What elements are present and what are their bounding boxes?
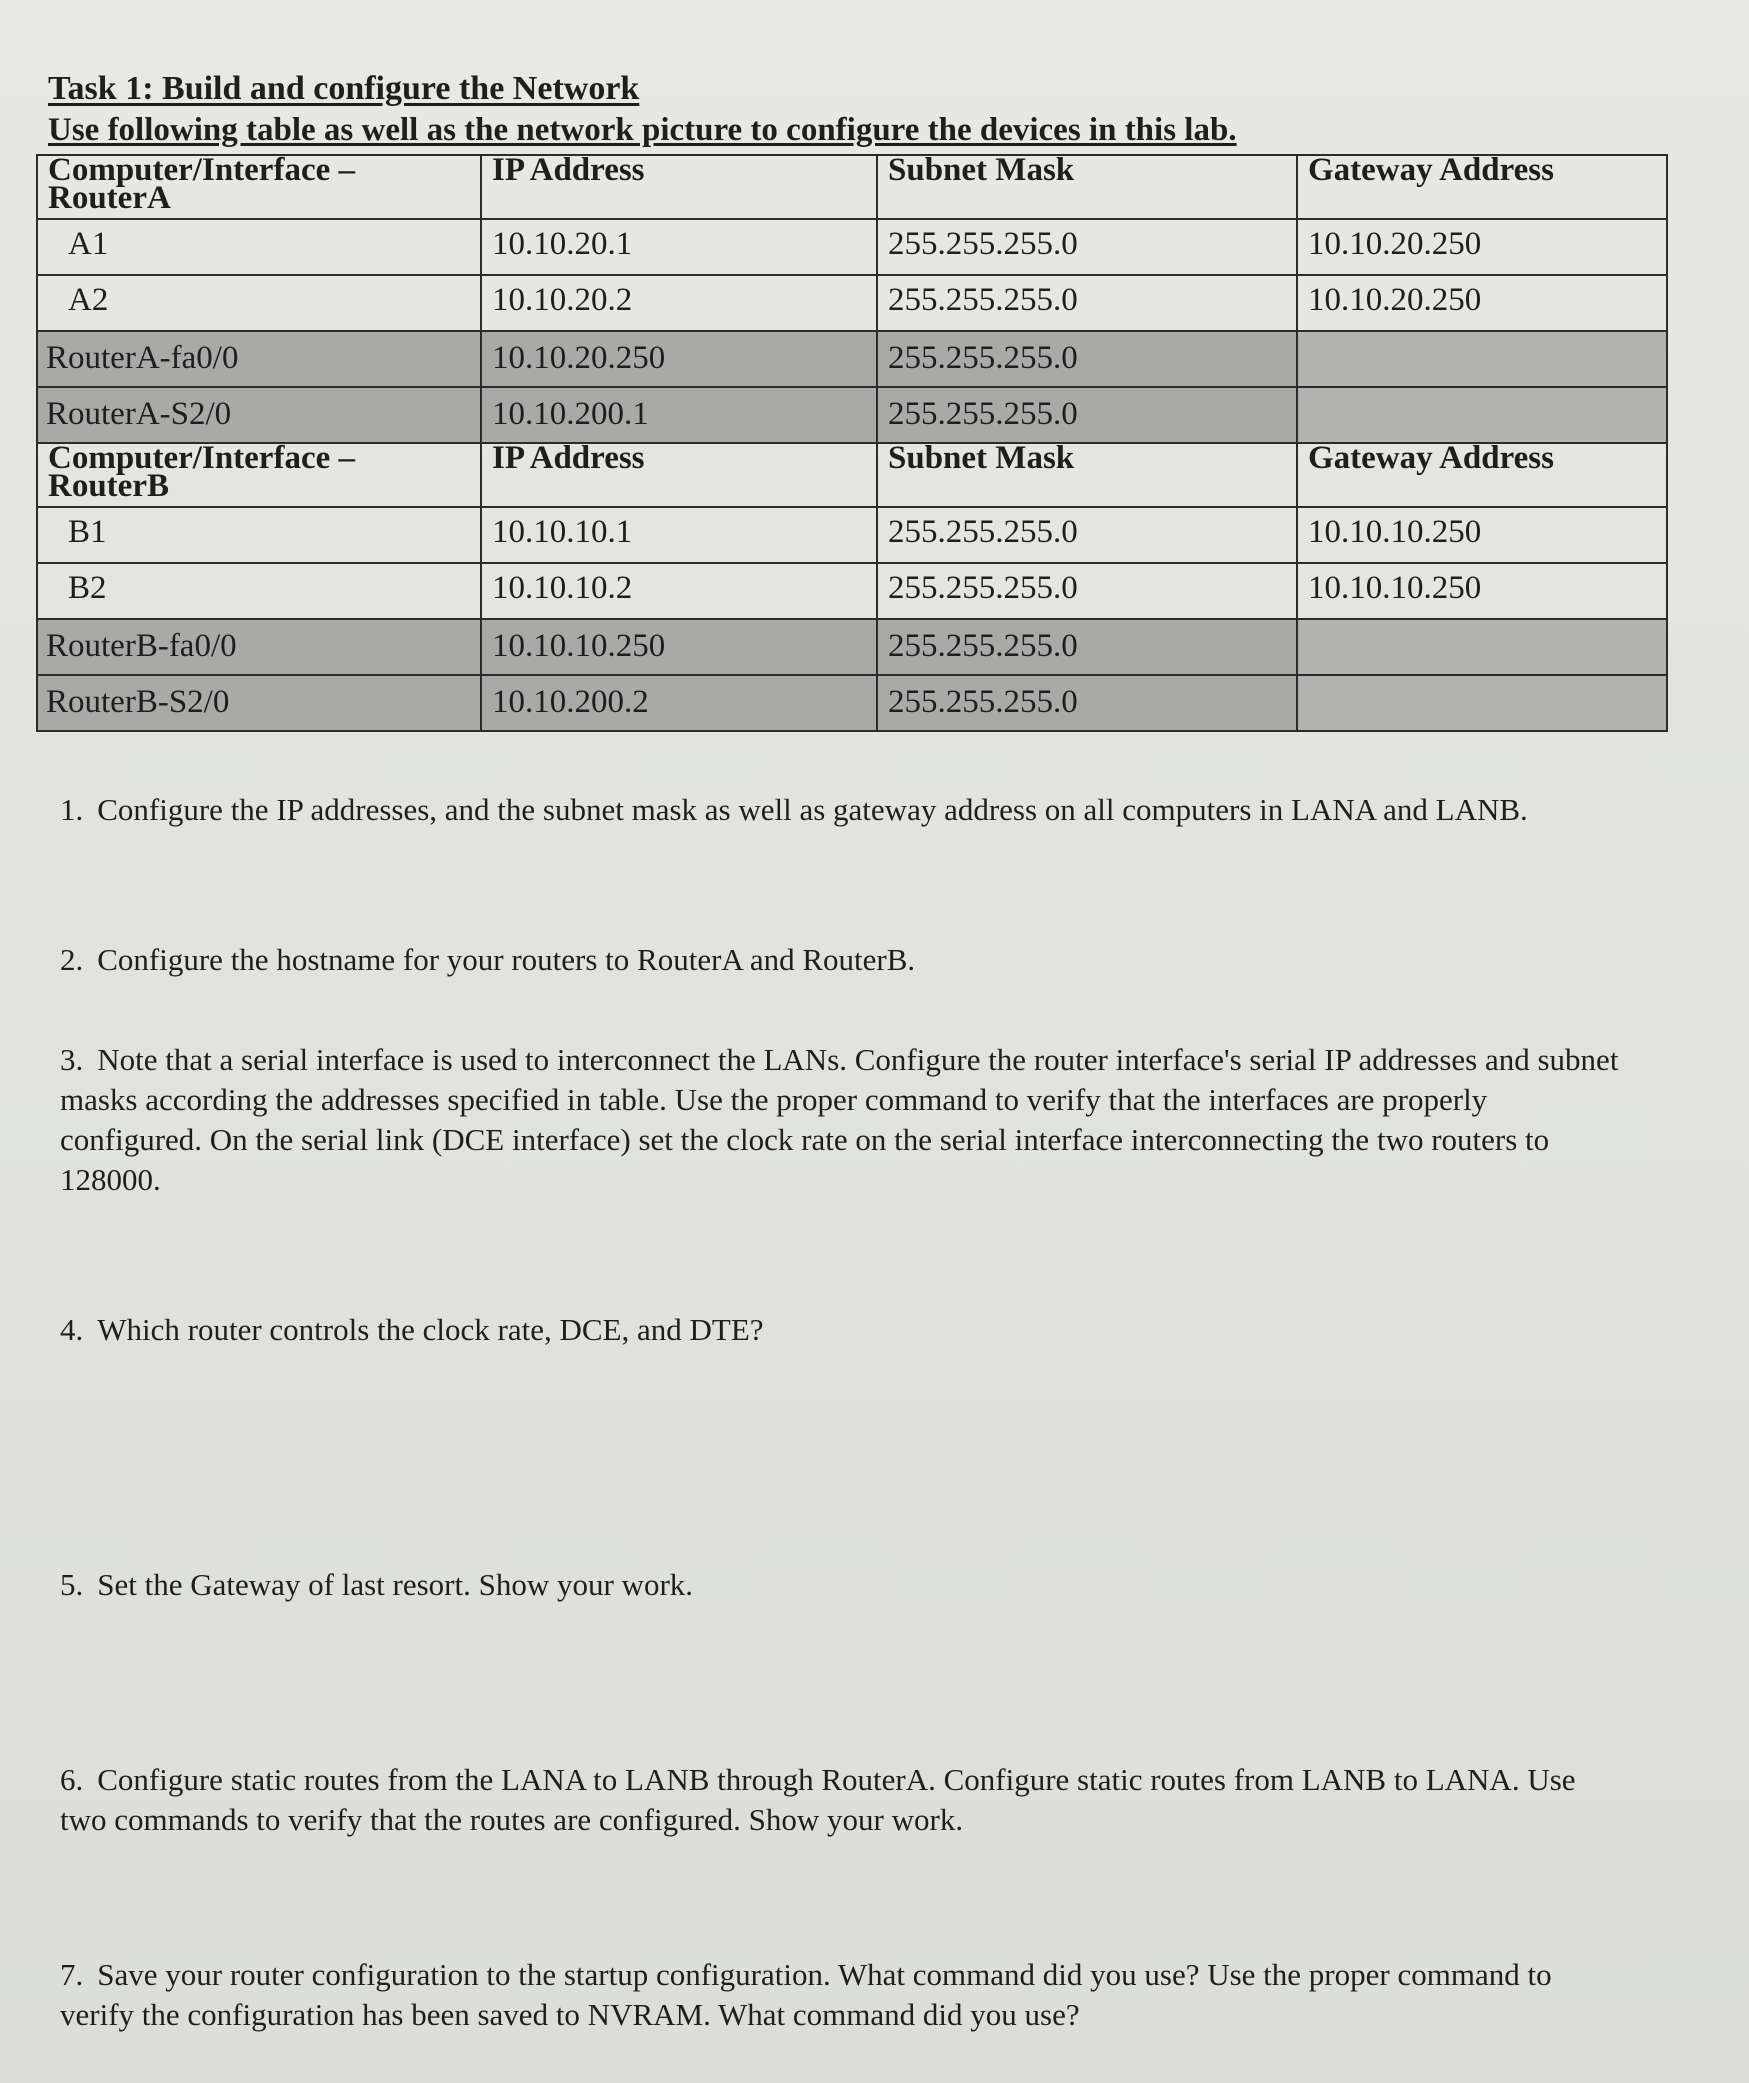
cell-mask: 255.255.255.0 [877, 619, 1297, 675]
cell-mask: 255.255.255.0 [877, 331, 1297, 387]
question-text: Note that a serial interface is used to interconnect the LANs. Configure the router interface's serial IP addresses and subnet masks according the addresses specified in table. Use the proper command to verify that the interfaces are properly configured. On the serial link (DCE interface) set the clock rate on the serial interface interconnecting the two routers to 128000. [60, 1042, 1619, 1197]
question-text: Set the Gateway of last resort. Show your work. [97, 1567, 694, 1602]
header-mask: Subnet Mask [877, 443, 1297, 507]
question-4 [60, 1310, 1620, 1350]
question-5 [60, 1565, 1620, 1605]
cell-ip: 10.10.20.250 [481, 331, 877, 387]
question-text: Configure the IP addresses, and the subnet mask as well as gateway address on all computers in LANA and LANB. [97, 792, 1528, 827]
table-row [37, 331, 1667, 387]
table-row [37, 219, 1667, 275]
question-7 [60, 1955, 1620, 2035]
cell-gateway: 10.10.10.250 [1297, 563, 1667, 619]
header-ip: IP Address [481, 443, 877, 507]
task-subtitle: Use following table as well as the network picture to configure the devices in this lab. [48, 112, 1237, 148]
cell-gateway: 10.10.20.250 [1297, 275, 1667, 331]
cell-device: A1 [37, 219, 481, 275]
cell-mask: 255.255.255.0 [877, 507, 1297, 563]
table-row [37, 563, 1667, 619]
header-device: Computer/Interface – RouterB [37, 443, 481, 507]
question-1 [60, 790, 1620, 830]
cell-ip: 10.10.200.2 [481, 675, 877, 731]
header-device: Computer/Interface – RouterA [37, 155, 481, 219]
question-text: Configure the hostname for your routers to RouterA and RouterB. [97, 942, 916, 977]
question-text: Which router controls the clock rate, DCE, and DTE? [97, 1312, 764, 1347]
header-gateway: Gateway Address [1297, 443, 1667, 507]
cell-device: RouterA-S2/0 [37, 387, 481, 443]
table-row [37, 275, 1667, 331]
cell-ip: 10.10.10.1 [481, 507, 877, 563]
cell-ip: 10.10.20.2 [481, 275, 877, 331]
cell-device: B1 [37, 507, 481, 563]
cell-device: A2 [37, 275, 481, 331]
question-text: Save your router configuration to the startup configuration. What command did you use? Use the proper command to verify the configuration has been saved to NVRAM. What command did you use? [60, 1957, 1552, 2032]
question-number: 1. [60, 792, 84, 827]
cell-gateway [1297, 331, 1667, 387]
question-number: 5. [60, 1567, 84, 1602]
cell-gateway [1297, 675, 1667, 731]
question-number: 2. [60, 942, 84, 977]
addressing-table [36, 154, 1668, 732]
cell-device: B2 [37, 563, 481, 619]
cell-ip: 10.10.200.1 [481, 387, 877, 443]
header-ip: IP Address [481, 155, 877, 219]
cell-device: RouterB-S2/0 [37, 675, 481, 731]
question-number: 4. [60, 1312, 84, 1347]
cell-gateway: 10.10.20.250 [1297, 219, 1667, 275]
cell-mask: 255.255.255.0 [877, 219, 1297, 275]
table-row [37, 619, 1667, 675]
cell-ip: 10.10.10.2 [481, 563, 877, 619]
cell-device: RouterB-fa0/0 [37, 619, 481, 675]
cell-mask: 255.255.255.0 [877, 563, 1297, 619]
cell-device: RouterA-fa0/0 [37, 331, 481, 387]
question-text: Configure static routes from the LANA to LANB through RouterA. Configure static routes from LANB to LANA. Use two commands to verify that the routes are configured. Show your work. [60, 1762, 1576, 1837]
question-number: 7. [60, 1957, 84, 1992]
task-title: Task 1: Build and configure the Network [48, 70, 640, 107]
table-row [37, 387, 1667, 443]
cell-gateway [1297, 387, 1667, 443]
table-row [37, 675, 1667, 731]
question-2 [60, 940, 1620, 980]
question-3 [60, 1040, 1620, 1200]
cell-ip: 10.10.20.1 [481, 219, 877, 275]
header-mask: Subnet Mask [877, 155, 1297, 219]
table-row [37, 507, 1667, 563]
cell-gateway [1297, 619, 1667, 675]
cell-mask: 255.255.255.0 [877, 675, 1297, 731]
question-number: 6. [60, 1762, 84, 1797]
cell-mask: 255.255.255.0 [877, 275, 1297, 331]
question-6 [60, 1760, 1620, 1840]
table-header-routerb [37, 443, 1667, 507]
cell-mask: 255.255.255.0 [877, 387, 1297, 443]
header-gateway: Gateway Address [1297, 155, 1667, 219]
question-number: 3. [60, 1042, 84, 1077]
cell-gateway: 10.10.10.250 [1297, 507, 1667, 563]
cell-ip: 10.10.10.250 [481, 619, 877, 675]
table-header-routera [37, 155, 1667, 219]
